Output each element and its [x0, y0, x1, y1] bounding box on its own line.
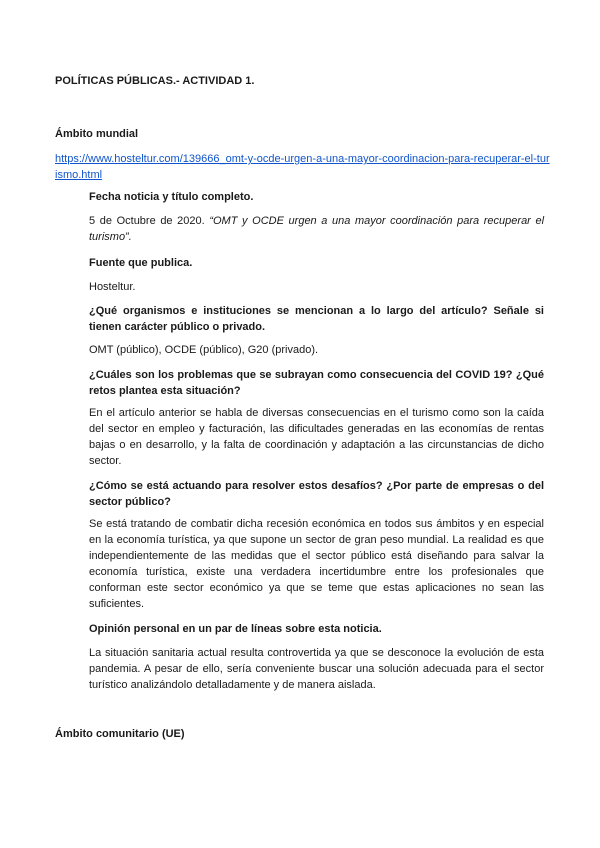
question-organismos: ¿Qué organismos e instituciones se mencionan a lo largo del artículo? Señale si tienen carácter público o privado.: [89, 305, 544, 333]
question-actuando: ¿Cómo se está actuando para resolver estos desafíos? ¿Por parte de empresas o del sector público?: [89, 480, 544, 508]
answer-fecha-title: “OMT y OCDE urgen a una mayor coordinación para recuperar el turismo”.: [89, 215, 545, 243]
question-problemas: ¿Cuáles son los problemas que se subrayan como consecuencia del COVID 19? ¿Qué retos plantea esta situación?: [89, 369, 544, 397]
answer-fecha-date: 5 de Octubre de 2020.: [89, 215, 205, 227]
answer-opinion: La situación sanitaria actual resulta controvertida ya que se desconoce la evolución de esta pandemia. A pesar de ello, sería conveniente buscar una solución adecuada para el sector turístico analizándolo detalladamente y de manera aislada.: [89, 647, 544, 691]
answer-organismos: OMT (público), OCDE (público), G20 (privado).: [89, 344, 319, 356]
answer-fecha: [89, 213, 544, 245]
section-heading-mundial: Ámbito mundial: [55, 128, 139, 140]
question-fecha: Fecha noticia y título completo.: [89, 191, 254, 203]
question-opinion: Opinión personal en un par de líneas sobre esta noticia.: [89, 623, 382, 635]
document-title: POLÍTICAS PÚBLICAS.- ACTIVIDAD 1.: [55, 75, 255, 87]
answer-problemas: En el artículo anterior se habla de diversas consecuencias en el turismo como son la caída del sector en empleo y facturación, las dificultades generadas en las economías de rentas bajas o en desarrollo, y la falta de coordinación y adaptación a las circunstancias de dicho sector.: [89, 407, 544, 467]
article-link[interactable]: https://www.hosteltur.com/139666_omt-y-ocde-urgen-a-una-mayor-coordinacion-para-recuperar-el-turismo.html: [55, 153, 550, 181]
answer-actuando: Se está tratando de combatir dicha recesión económica en todos sus ámbitos y en especial en la economía turística, ya que supone un sector de gran peso mundial. La realidad es que independientemente de las medidas que el sector público está diseñando para salvar la economía turística, existe una verdadera incertidumbre entre los profesionales que conforman este sector económico ya que se teme que estas aplicaciones no sean las suficientes.: [89, 518, 544, 610]
section-heading-comunitario: Ámbito comunitario (UE): [55, 728, 185, 740]
answer-fuente: Hosteltur.: [89, 281, 136, 293]
question-fuente: Fuente que publica.: [89, 257, 193, 269]
